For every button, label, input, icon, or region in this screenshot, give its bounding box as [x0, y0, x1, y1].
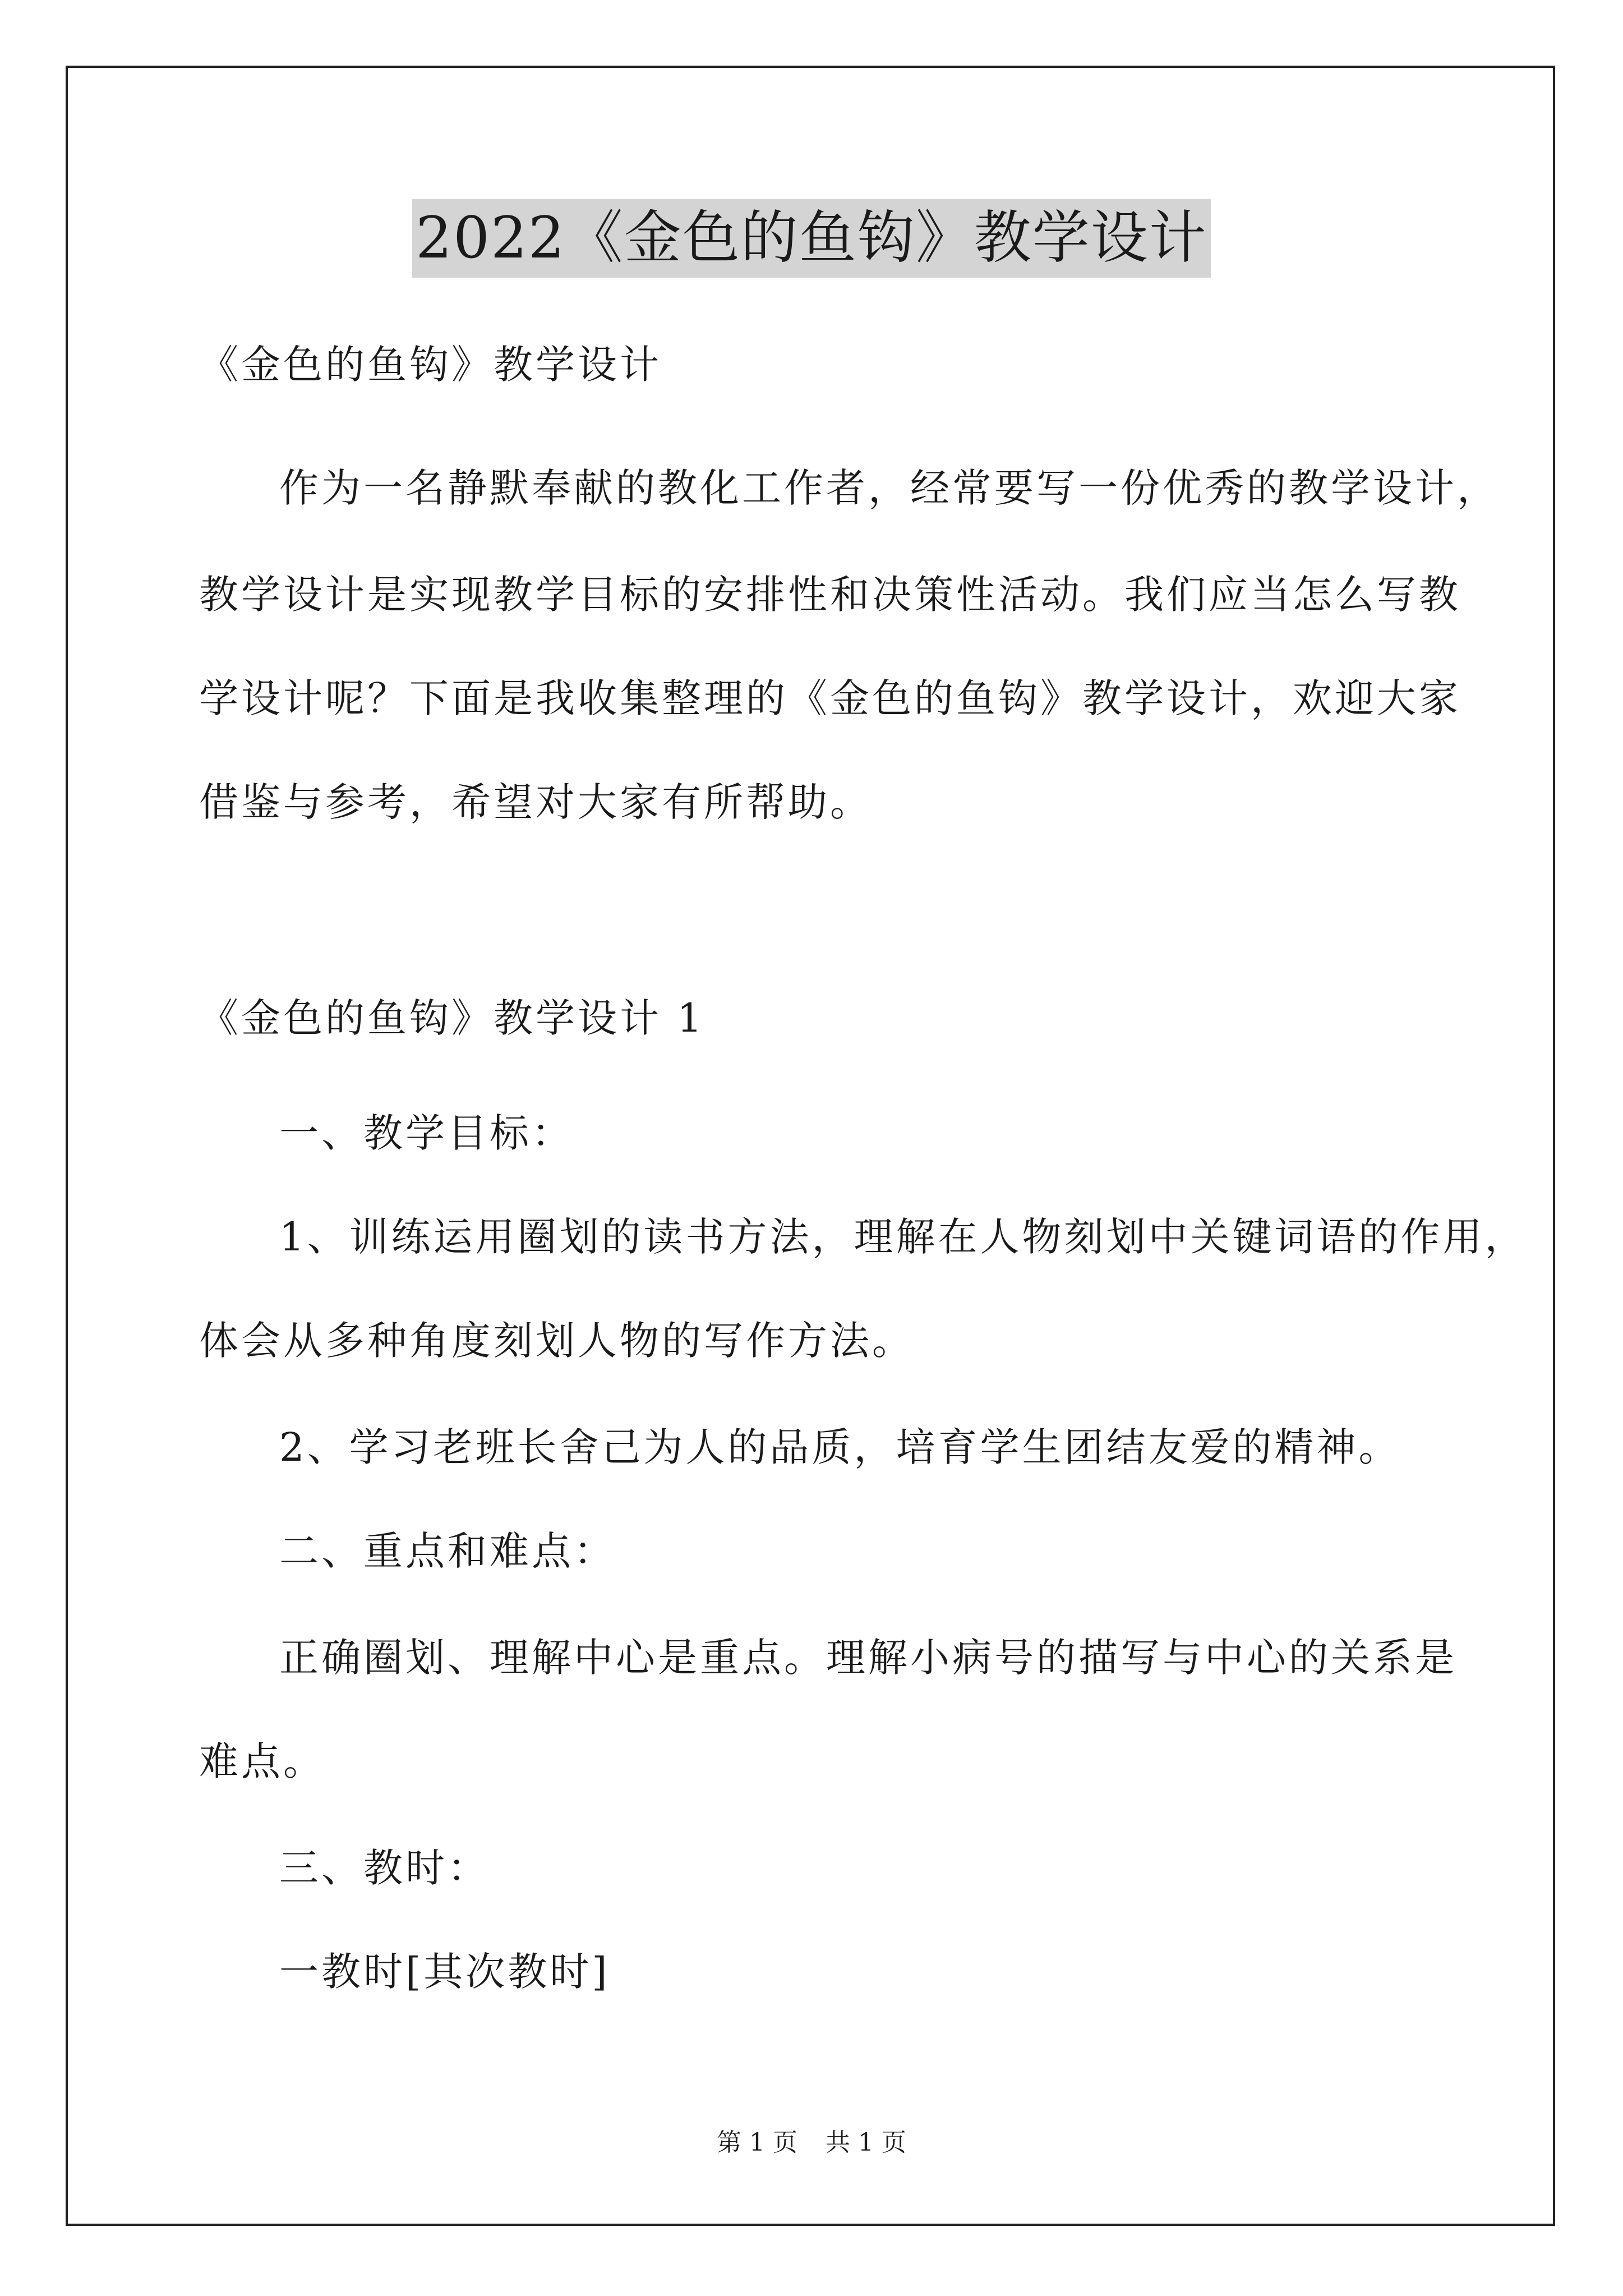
section-heading-1: 《金色的鱼钩》教学设计 1	[199, 995, 705, 1041]
heading-periods: 三、教时：	[279, 1845, 490, 1891]
objective-1-line-1: 1、训练运用圈划的读书方法，理解在人物刻划中关键词语的作用，	[279, 1214, 1527, 1260]
subtitle-line: 《金色的鱼钩》教学设计	[199, 342, 662, 388]
objective-1-line-2: 体会从多种角度刻划人物的写作方法。	[199, 1318, 914, 1364]
title-container	[0, 199, 1623, 278]
intro-line-3: 学设计呢？下面是我收集整理的《金色的鱼钩》教学设计，欢迎大家	[199, 675, 1461, 721]
intro-line-4: 借鉴与参考，希望对大家有所帮助。	[199, 779, 872, 825]
key-points-line-2: 难点。	[199, 1738, 325, 1784]
period-line: 一教时[其次教时]	[279, 1949, 610, 1995]
document-title: 2022《金色的鱼钩》教学设计	[412, 199, 1211, 278]
intro-line-1: 作为一名静默奉献的教化工作者，经常要写一份优秀的教学设计，	[279, 465, 1499, 511]
page-number: 第 1 页	[717, 2128, 797, 2157]
objective-2: 2、学习老班长舍己为人的品质，培育学生团结友爱的精神。	[279, 1424, 1401, 1470]
heading-objectives: 一、教学目标：	[279, 1110, 574, 1156]
heading-key-points: 二、重点和难点：	[279, 1528, 616, 1574]
page-footer	[0, 2126, 1623, 2160]
page-total: 共 1 页	[826, 2128, 906, 2157]
intro-line-2: 教学设计是实现教学目标的安排性和决策性活动。我们应当怎么写教	[199, 572, 1461, 618]
key-points-line-1: 正确圈划、理解中心是重点。理解小病号的描写与中心的关系是	[279, 1635, 1457, 1681]
